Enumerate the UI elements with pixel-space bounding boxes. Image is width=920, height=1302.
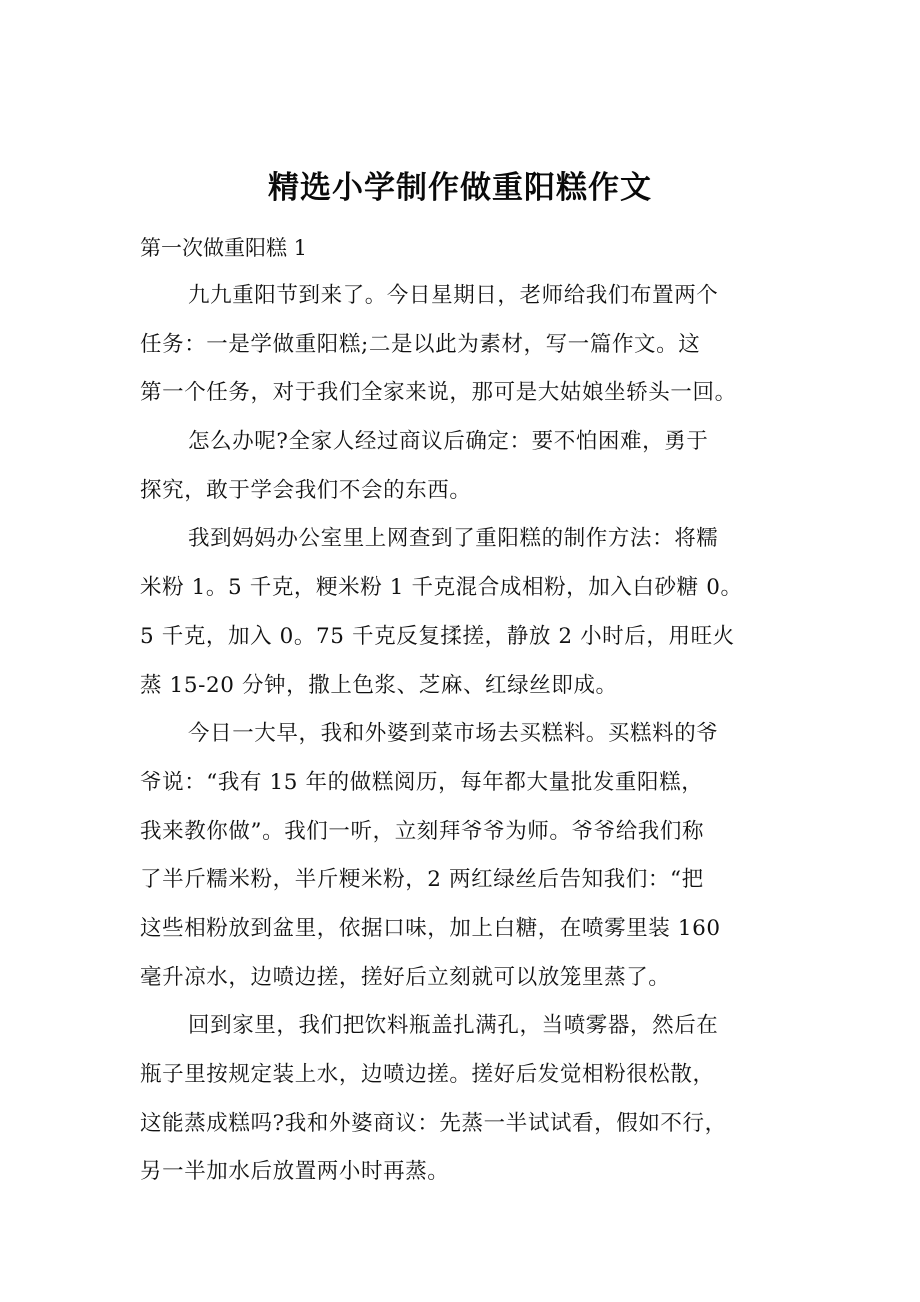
text-line: 探究，敢于学会我们不会的东西。 [140, 477, 472, 503]
text-line: 爷说：“我有 15 年的做糕阅历，每年都大量批发重阳糕， [140, 769, 704, 795]
text-line: 这些相粉放到盆里，依据口味，加上白糖，在喷雾里装 160 [140, 915, 721, 941]
section-heading: 第一次做重阳糕 1 [140, 236, 308, 260]
text-line: 任务：一是学做重阳糕;二是以此为素材，写一篇作文。这 [140, 331, 701, 357]
text-line: 第一个任务，对于我们全家来说，那可是大姑娘坐轿头一回。 [140, 380, 737, 406]
document-body [140, 278, 800, 1203]
text-line: 另一半加水后放置两小时再蒸。 [140, 1159, 450, 1185]
text-line: 5 千克，加入 0。75 千克反复揉搓，静放 2 小时后，用旺火 [140, 623, 735, 649]
text-line: 回到家里，我们把饮料瓶盖扎满孔，当喷雾器，然后在 [188, 1013, 719, 1039]
paragraph-3 [140, 521, 800, 716]
text-line: 今日一大早，我和外婆到菜市场去买糕料。买糕料的爷 [188, 721, 719, 747]
document-title: 精选小学制作做重阳糕作文 [268, 169, 652, 206]
text-line: 我来教你做”。我们一听，立刻拜爷爷为师。爷爷给我们称 [140, 818, 705, 844]
text-line: 米粉 1。5 千克，粳米粉 1 千克混合成相粉，加入白砂糖 0。 [140, 575, 743, 601]
text-line: 这能蒸成糕吗?我和外婆商议：先蒸一半试试看，假如不行， [140, 1110, 727, 1136]
text-line: 了半斤糯米粉，半斤粳米粉，2 两红绿丝后告知我们：“把 [140, 867, 704, 893]
text-line: 我到妈妈办公室里上网查到了重阳糕的制作方法：将糯 [188, 526, 719, 552]
paragraph-1 [140, 278, 800, 424]
text-line: 毫升凉水，边喷边搓，搓好后立刻就可以放笼里蒸了。 [140, 964, 671, 990]
text-line: 怎么办呢?全家人经过商议后确定：要不怕困难，勇于 [188, 429, 709, 455]
text-line: 九九重阳节到来了。今日星期日，老师给我们布置两个 [188, 283, 719, 308]
text-line: 瓶子里按规定装上水，边喷边搓。搓好后发觉相粉很松散， [140, 1062, 715, 1087]
paragraph-4 [140, 716, 800, 1008]
paragraph-5 [140, 1008, 800, 1203]
text-line: 蒸 15-20 分钟，撒上色浆、芝麻、红绿丝即成。 [140, 672, 618, 698]
paragraph-2 [140, 424, 800, 521]
